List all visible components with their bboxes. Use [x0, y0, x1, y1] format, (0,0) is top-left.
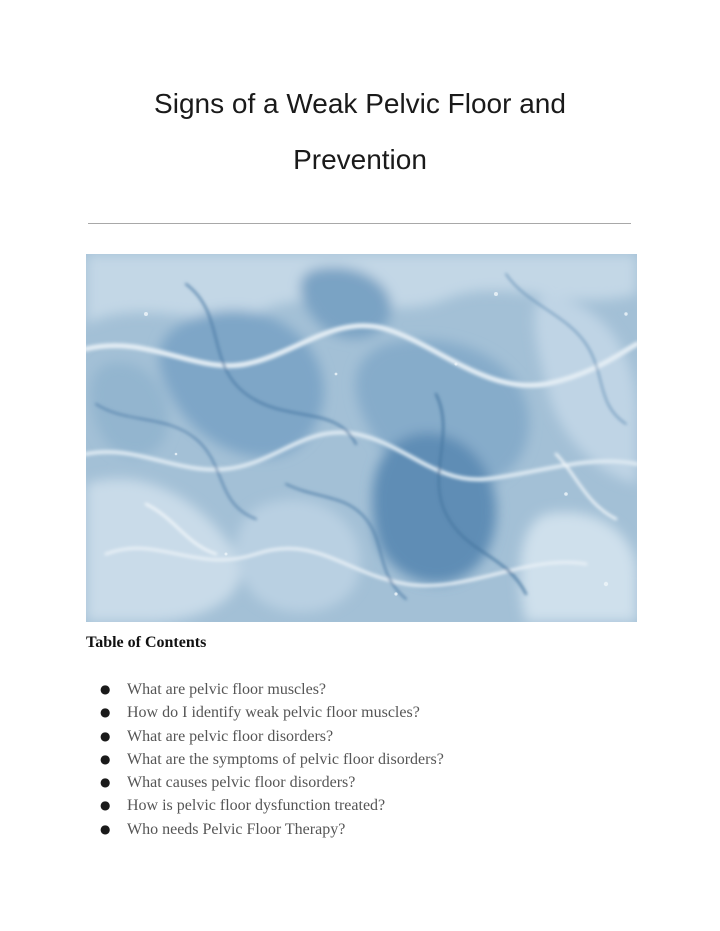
bullet-icon: ●	[100, 821, 111, 836]
bullet-icon: ●	[100, 751, 111, 766]
toc-link-symptoms[interactable]: What are the symptoms of pelvic floor disorders?	[127, 750, 444, 768]
toc-heading: Table of Contents	[86, 634, 207, 651]
horizontal-divider	[88, 223, 631, 224]
toc-link-who-needs-therapy[interactable]: Who needs Pelvic Floor Therapy?	[127, 820, 346, 838]
toc-link-causes[interactable]: What causes pelvic floor disorders?	[127, 774, 356, 792]
toc-list	[100, 678, 444, 841]
title-line-1: Signs of a Weak Pelvic Floor and	[154, 88, 566, 119]
toc-item	[100, 725, 444, 748]
blue-marble-texture-image	[86, 254, 637, 622]
toc-link-treatment[interactable]: How is pelvic floor dysfunction treated?	[127, 797, 386, 815]
toc-item	[100, 678, 444, 701]
toc-item	[100, 794, 444, 817]
toc-item	[100, 701, 444, 724]
bullet-icon: ●	[100, 682, 111, 696]
toc-link-pelvic-floor-muscles[interactable]: What are pelvic floor muscles?	[127, 681, 327, 698]
toc-item	[100, 771, 444, 794]
bullet-icon: ●	[100, 728, 111, 743]
page-title	[60, 76, 660, 188]
toc-link-identify-weak-muscles[interactable]: How do I identify weak pelvic floor muscles?	[127, 704, 420, 722]
toc-item	[100, 818, 444, 841]
bullet-icon: ●	[100, 798, 111, 813]
toc-item	[100, 748, 444, 771]
toc-link-pelvic-floor-disorders[interactable]: What are pelvic floor disorders?	[127, 727, 334, 745]
bullet-icon: ●	[100, 705, 111, 720]
title-line-2: Prevention	[293, 144, 427, 175]
bullet-icon: ●	[100, 775, 111, 790]
